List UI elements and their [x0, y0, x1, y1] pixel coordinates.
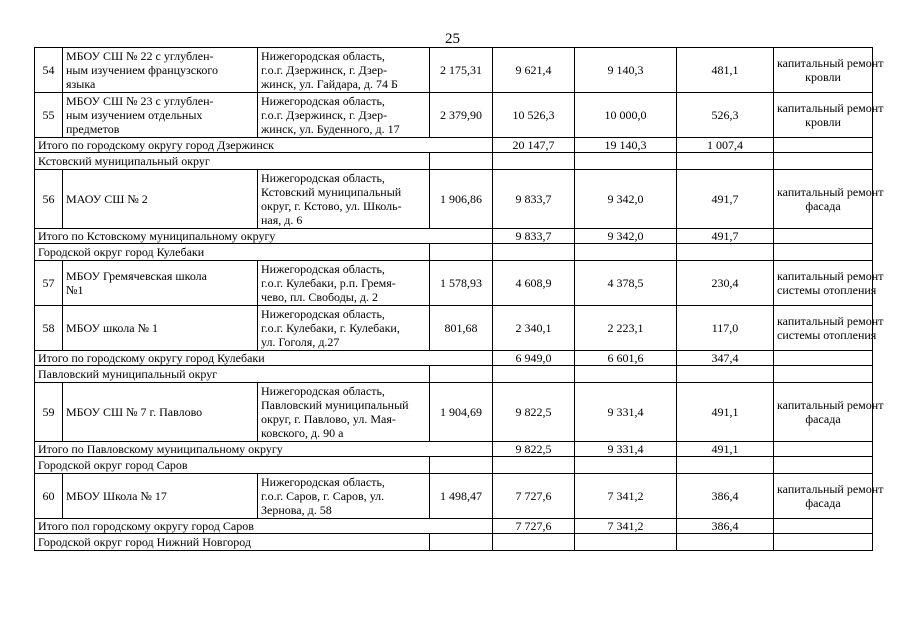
subtotal-row [35, 351, 873, 366]
subtotal-empty [774, 138, 873, 153]
section-empty-cell [677, 457, 774, 474]
section-header-row [35, 244, 873, 261]
institution-name-line: МБОУ СШ № 22 с углублен- [66, 49, 214, 63]
subsidy-amount: 10 000,0 [575, 93, 677, 138]
section-empty-cell [493, 153, 575, 170]
work-type-line: капитальный ремонт [777, 482, 884, 496]
work-type-line: капитальный ремонт [777, 185, 884, 199]
subtotal-subsidy: 9 342,0 [575, 229, 677, 244]
section-empty-cell [430, 153, 493, 170]
section-header-row [35, 153, 873, 170]
section-empty-cell [493, 457, 575, 474]
section-empty-cell [430, 244, 493, 261]
total-cost: 7 727,6 [493, 474, 575, 519]
total-cost: 4 608,9 [493, 261, 575, 306]
institution-address-line: Нижегородская область, [261, 384, 385, 398]
table-row [35, 306, 873, 351]
institution-name [63, 383, 258, 442]
section-title: Павловский муниципальный округ [35, 366, 430, 383]
subtotal-empty [774, 519, 873, 534]
section-empty-cell [774, 244, 873, 261]
area-value: 801,68 [430, 306, 493, 351]
row-number: 59 [35, 383, 63, 442]
institution-address-line: Нижегородская область, [261, 262, 385, 276]
cofinancing-amount: 386,4 [677, 474, 774, 519]
subsidy-amount: 7 341,2 [575, 474, 677, 519]
work-type [774, 93, 884, 138]
section-header-row [35, 457, 873, 474]
work-type-line: фасада [805, 412, 841, 426]
cofinancing-amount: 230,4 [677, 261, 774, 306]
institution-name-line: ным изучением французского [66, 63, 218, 77]
table-row [35, 170, 873, 229]
subtotal-label: Итого по городскому округу город Кулебаки [35, 351, 493, 366]
section-header-row [35, 534, 873, 551]
row-number: 55 [35, 93, 63, 138]
cofinancing-amount: 491,1 [677, 383, 774, 442]
section-empty-cell [430, 457, 493, 474]
area-value: 1 498,47 [430, 474, 493, 519]
total-cost: 9 833,7 [493, 170, 575, 229]
institution-name-line: МБОУ Гремячевская школа [66, 269, 207, 283]
section-empty-cell [493, 534, 575, 551]
section-empty-cell [677, 366, 774, 383]
cofinancing-amount: 526,3 [677, 93, 774, 138]
subtotal-subsidy: 7 341,2 [575, 519, 677, 534]
subtotal-total-cost: 20 147,7 [493, 138, 575, 153]
institution-name [63, 306, 258, 351]
subtotal-label: Итого по Павловскому муниципальному округу [35, 442, 493, 457]
total-cost: 9 621,4 [493, 48, 575, 93]
institution-address [258, 474, 430, 519]
section-header-row [35, 366, 873, 383]
institution-address-line: г.о.г. Саров, г. Саров, ул. [261, 489, 385, 503]
table-row [35, 474, 873, 519]
section-empty-cell [430, 366, 493, 383]
work-type-line: капитальный ремонт [777, 269, 884, 283]
table-body [35, 48, 884, 551]
work-type [774, 170, 884, 229]
section-empty-cell [774, 153, 873, 170]
subtotal-empty [774, 442, 873, 457]
area-value: 1 906,86 [430, 170, 493, 229]
subtotal-total-cost: 7 727,6 [493, 519, 575, 534]
section-empty-cell [677, 534, 774, 551]
section-empty-cell [677, 153, 774, 170]
subtotal-total-cost: 9 822,5 [493, 442, 575, 457]
institution-address-line: Кстовский муниципальный [261, 185, 402, 199]
section-empty-cell [575, 457, 677, 474]
work-type-line: фасада [805, 496, 841, 510]
section-empty-cell [430, 534, 493, 551]
section-empty-cell [575, 366, 677, 383]
cofinancing-amount: 481,1 [677, 48, 774, 93]
area-value: 1 578,93 [430, 261, 493, 306]
institution-address-line: округ, г. Павлово, ул. Мая- [261, 412, 396, 426]
subsidy-amount: 9 342,0 [575, 170, 677, 229]
work-type-line: капитальный ремонт [777, 101, 884, 115]
institution-name-line: МБОУ Школа № 17 [66, 489, 167, 503]
work-type-line: фасада [805, 199, 841, 213]
institution-address-line: ковского, д. 90 а [261, 426, 344, 440]
institution-name [63, 474, 258, 519]
table-row [35, 383, 873, 442]
section-empty-cell [575, 153, 677, 170]
subtotal-label: Итого по городскому округу город Дзержинск [35, 138, 493, 153]
row-number: 54 [35, 48, 63, 93]
institution-address-line: ная, д. 6 [261, 213, 303, 227]
institution-name-line: МАОУ СШ № 2 [66, 192, 148, 206]
subtotal-total-cost: 6 949,0 [493, 351, 575, 366]
section-empty-cell [774, 366, 873, 383]
institution-address-line: жинск, ул. Буденного, д. 17 [261, 122, 400, 136]
subtotal-cofinancing: 347,4 [677, 351, 774, 366]
work-type [774, 306, 884, 351]
subtotal-row [35, 519, 873, 534]
institution-address-line: Нижегородская область, [261, 49, 385, 63]
institution-name-line: МБОУ СШ № 7 г. Павлово [66, 405, 203, 419]
work-type [774, 474, 884, 519]
subtotal-label: Итого по Кстовскому муниципальному округу [35, 229, 493, 244]
subtotal-cofinancing: 491,1 [677, 442, 774, 457]
institution-address-line: Зернова, д. 58 [261, 503, 332, 517]
institution-address [258, 93, 430, 138]
subsidy-amount: 2 223,1 [575, 306, 677, 351]
area-value: 2 379,90 [430, 93, 493, 138]
table-row [35, 93, 873, 138]
section-title: Городской округ город Нижний Новгород [35, 534, 430, 551]
row-number: 56 [35, 170, 63, 229]
total-cost: 10 526,3 [493, 93, 575, 138]
table-row [35, 48, 873, 93]
area-value: 1 904,69 [430, 383, 493, 442]
work-type-line: системы отопления [777, 283, 877, 297]
institution-name-line: предметов [66, 122, 120, 136]
institution-address-line: Нижегородская область, [261, 94, 385, 108]
institution-address-line: г.о.г. Кулебаки, р.п. Гремя- [261, 276, 396, 290]
table-row [35, 261, 873, 306]
subsidy-amount: 9 140,3 [575, 48, 677, 93]
institution-address-line: округ, г. Кстово, ул. Школь- [261, 199, 402, 213]
institution-name [63, 261, 258, 306]
institution-address-line: г.о.г. Дзержинск, г. Дзер- [261, 63, 388, 77]
institution-name-line: МБОУ СШ № 23 с углублен- [66, 94, 214, 108]
work-type [774, 261, 884, 306]
row-number: 57 [35, 261, 63, 306]
cofinancing-amount: 117,0 [677, 306, 774, 351]
subtotal-cofinancing: 1 007,4 [677, 138, 774, 153]
institution-address-line: Нижегородская область, [261, 475, 385, 489]
institution-address-line: Нижегородская область, [261, 171, 385, 185]
row-number: 60 [35, 474, 63, 519]
institution-address-line: чево, пл. Свободы, д. 2 [261, 290, 378, 304]
subtotal-subsidy: 9 331,4 [575, 442, 677, 457]
section-empty-cell [677, 244, 774, 261]
subsidy-amount: 4 378,5 [575, 261, 677, 306]
cofinancing-amount: 491,7 [677, 170, 774, 229]
page-number: 25 [445, 31, 460, 47]
total-cost: 9 822,5 [493, 383, 575, 442]
institution-address-line: жинск, ул. Гайдара, д. 74 Б [261, 77, 398, 91]
work-type-line: кровли [805, 115, 841, 129]
institution-name-line: языка [66, 77, 96, 91]
work-type-line: капитальный ремонт [777, 56, 884, 70]
work-type-line: системы отопления [777, 328, 877, 342]
section-empty-cell [493, 244, 575, 261]
institution-name [63, 48, 258, 93]
work-type-line: капитальный ремонт [777, 314, 884, 328]
institution-name-line: МБОУ школа № 1 [66, 321, 159, 335]
subtotal-row [35, 138, 873, 153]
total-cost: 2 340,1 [493, 306, 575, 351]
subtotal-row [35, 229, 873, 244]
subtotal-total-cost: 9 833,7 [493, 229, 575, 244]
institution-name-line: №1 [66, 283, 84, 297]
funding-table [34, 47, 884, 551]
subtotal-subsidy: 6 601,6 [575, 351, 677, 366]
institution-address [258, 383, 430, 442]
work-type [774, 48, 884, 93]
institution-address-line: Павловский муниципальный [261, 398, 409, 412]
institution-address-line: ул. Гоголя, д.27 [261, 335, 340, 349]
work-type-line: кровли [805, 70, 841, 84]
subtotal-empty [774, 351, 873, 366]
subtotal-row [35, 442, 873, 457]
work-type [774, 383, 884, 442]
subtotal-cofinancing: 491,7 [677, 229, 774, 244]
institution-name [63, 93, 258, 138]
row-number: 58 [35, 306, 63, 351]
section-title: Кстовский муниципальный округ [35, 153, 430, 170]
institution-address [258, 306, 430, 351]
section-title: Городской округ город Саров [35, 457, 430, 474]
work-type-line: капитальный ремонт [777, 398, 884, 412]
institution-address [258, 48, 430, 93]
subtotal-empty [774, 229, 873, 244]
institution-address-line: г.о.г. Кулебаки, г. Кулебаки, [261, 321, 400, 335]
subtotal-cofinancing: 386,4 [677, 519, 774, 534]
subtotal-subsidy: 19 140,3 [575, 138, 677, 153]
section-title: Городской округ город Кулебаки [35, 244, 430, 261]
section-empty-cell [575, 534, 677, 551]
institution-address [258, 170, 430, 229]
institution-address-line: г.о.г. Дзержинск, г. Дзер- [261, 108, 388, 122]
section-empty-cell [774, 457, 873, 474]
institution-name [63, 170, 258, 229]
section-empty-cell [493, 366, 575, 383]
section-empty-cell [774, 534, 873, 551]
institution-name-line: ным изучением отдельных [66, 108, 203, 122]
subsidy-amount: 9 331,4 [575, 383, 677, 442]
area-value: 2 175,31 [430, 48, 493, 93]
institution-address [258, 261, 430, 306]
section-empty-cell [575, 244, 677, 261]
institution-address-line: Нижегородская область, [261, 307, 385, 321]
subtotal-label: Итого пол городскому округу город Саров [35, 519, 493, 534]
